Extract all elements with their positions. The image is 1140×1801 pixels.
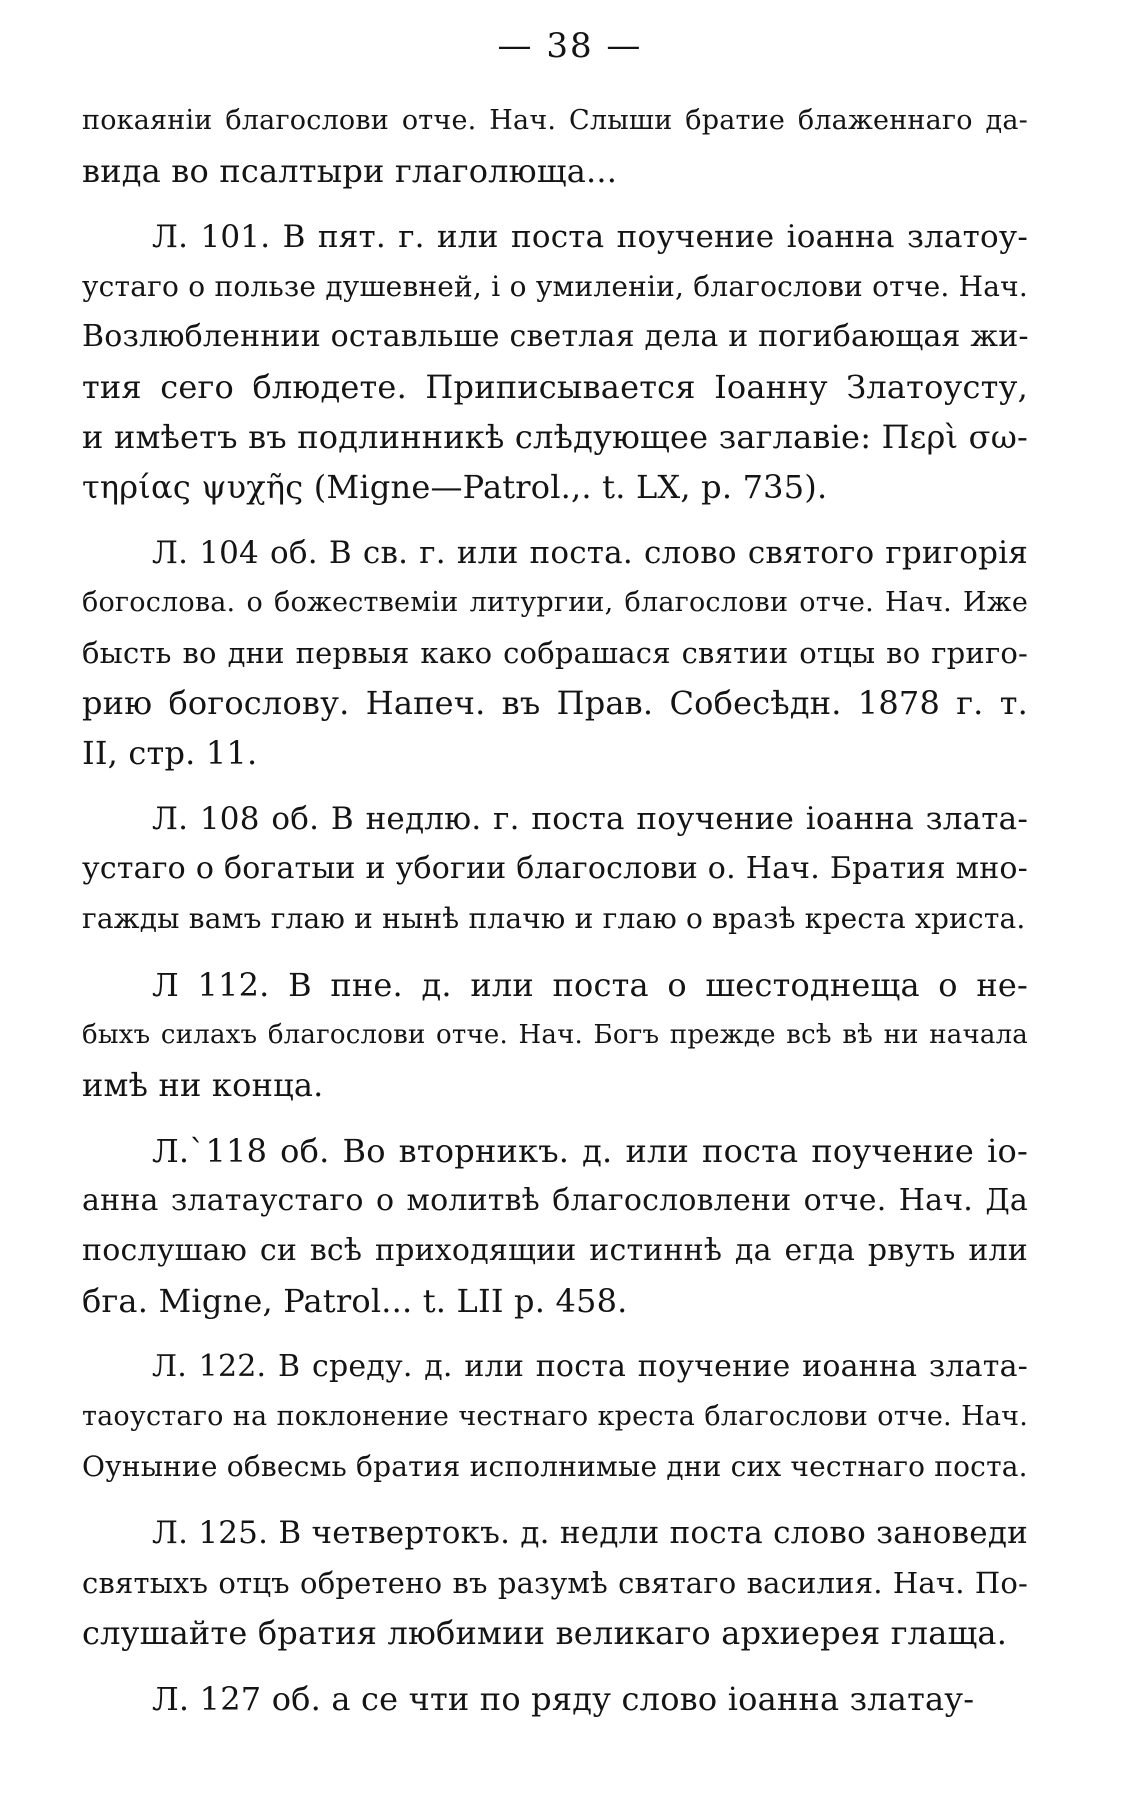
entry-paragraph	[82, 1508, 1028, 1658]
entry-paragraph	[82, 960, 1028, 1110]
text-line: тия сего блюдете. Приписывается Іоанну Златоусту,	[82, 368, 1028, 406]
text-line: рию богослову. Напеч. въ Прав. Собесѣдн. 1878 г. т.	[82, 684, 1028, 722]
text-line: таоустаго на поклонение честнаго креста благослови отче. Нач.	[82, 1401, 1028, 1432]
text-line: устаго о богатыи и убогии благослови о. Нач. Братия мно-	[82, 851, 1028, 886]
text-line: Л 112. В пне. д. или поста о шестоднеща о не-	[152, 966, 1028, 1004]
text-line: богослова. о божествеміи литургии, благослови отче. Нач. Иже	[82, 587, 1028, 618]
entry-paragraph	[82, 528, 1028, 778]
text-line: Л.`118 об. Во вторникъ. д. или поста поучение іо-	[152, 1132, 1028, 1170]
text-line: святыхъ отцъ обретено въ разумѣ святаго василия. Нач. По-	[82, 1566, 1028, 1600]
text-line: Л. 108 об. В недлю. г. поста поучение іоанна злата-	[152, 801, 1028, 837]
text-line: Л. 122. В среду. д. или поста поучение иоанна злата-	[152, 1349, 1028, 1384]
entry-paragraph	[82, 212, 1028, 512]
entry-paragraph	[82, 1342, 1028, 1492]
entry-paragraph	[82, 1674, 1028, 1724]
entry-paragraph	[82, 1126, 1028, 1326]
text-line: Л. 104 об. В св. г. или поста. слово святого григорія	[152, 535, 1028, 571]
text-line: Л. 127 об. а се чти по ряду слово іоанна златау-	[152, 1680, 975, 1718]
text-line: бысть во дни первыя како собрашася святии отцы во григо-	[82, 636, 1028, 670]
text-line: слушайте братия любимии великаго архиерея глаща.	[82, 1614, 1008, 1652]
text-line: быхъ силахъ благослови отче. Нач. Богъ прежде всѣ вѣ ни начала	[82, 1020, 1028, 1050]
document-page	[82, 26, 1028, 1740]
text-line: Л. 125. В четвертокъ. д. недли поста слово зановеди	[152, 1515, 1028, 1551]
text-line: вида во псалтыри глаголюща...	[82, 152, 618, 190]
text-line: послушаю си всѣ приходящии истиннѣ да егда рвуть или	[82, 1233, 1028, 1268]
entry-paragraph	[82, 794, 1028, 944]
text-line: II, стр. 11.	[82, 734, 258, 772]
entry-paragraph	[82, 96, 1028, 196]
text-line: анна златаустаго о молитвѣ благословлени отче. Нач. Да	[82, 1183, 1028, 1218]
text-line: Оуныние обвесмь братия исполнимые дни сих честнаго поста.	[82, 1450, 1028, 1483]
text-line: Л. 101. В пят. г. или поста поучение іоанна златоу-	[152, 219, 1028, 255]
page-number: — 38 —	[497, 26, 643, 66]
text-line: гажды вамъ глаю и нынѣ плачю и глаю о вразѣ креста христа.	[82, 902, 1026, 935]
text-line: имѣ ни конца.	[82, 1066, 324, 1104]
text-line: τηρίας ψυχῆς (Migne—Patrol.,. t. LX, p. 735).	[82, 468, 828, 506]
text-line: бга. Migne, Patrol... t. LII p. 458.	[82, 1282, 628, 1320]
entries-list	[82, 96, 1028, 1724]
text-line: покаяніи благослови отче. Нач. Слыши братие блаженнаго да-	[82, 105, 1028, 136]
text-line: устаго о пользе душевней, і о умиленіи, благослови отче. Нач.	[82, 270, 1028, 303]
text-line: и имѣетъ въ подлинникѣ слѣдующее заглавіе: Περὶ σω-	[82, 418, 1028, 456]
text-line: Возлюбленнии оставльше светлая дела и погибающая жи-	[82, 319, 1029, 354]
